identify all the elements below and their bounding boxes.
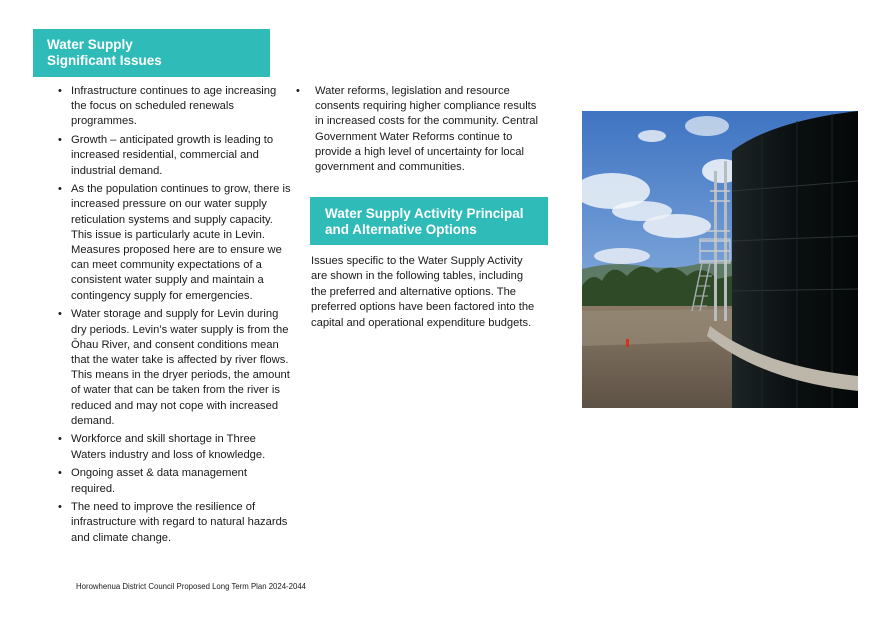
list-item: • Infrastructure continues to age increasing the focus on scheduled renewals programmes. — [71, 84, 293, 130]
list-item: • Workforce and skill shortage in Three Waters industry and loss of knowledge. — [71, 432, 293, 462]
heading-line-2: and Alternative Options — [325, 222, 477, 237]
page-footer: Horowhenua District Council Proposed Long Term Plan 2024-2044 — [76, 582, 306, 591]
list-item: • The need to improve the resilience of infrastructure with regard to natural hazards and climate change. — [71, 500, 293, 546]
heading-line-2: Significant Issues — [47, 53, 162, 68]
heading-line-1: Water Supply — [47, 37, 133, 52]
section-heading-principal-options — [310, 197, 548, 245]
water-tank-photo — [582, 111, 858, 408]
list-item: • As the population continues to grow, there is increased pressure on our water supply reticulation systems and supply capacity. This issue is particularly acute in Levin. Measures proposed here are to ensure we can meet community expectations of a consistent water supply and maintain a contingency supply for emergencies. — [71, 182, 293, 304]
list-item: • Water reforms, legislation and resource consents requiring higher compliance results in increased costs for the community. Central Government Water Reforms continue to provide a high level of uncertainty for local government and communities. — [315, 84, 545, 175]
section-heading-significant-issues — [33, 29, 270, 77]
list-item: • Water storage and supply for Levin during dry periods. Levin’s water supply is from the Ōhau River, and consent conditions mean that the water take is affected by river flows. This means in the dryer periods, the amount of water that can be taken from the river is reduced and may not cope with increased demand. — [71, 307, 293, 429]
significant-issues-list — [71, 84, 293, 549]
significant-issues-list-continued — [315, 84, 545, 175]
heading-line-1: Water Supply Activity Principal — [325, 206, 524, 221]
list-item: • Ongoing asset & data management required. — [71, 466, 293, 496]
options-paragraph: Issues specific to the Water Supply Activity are shown in the following tables, including the preferred and alternative options. The preferred options have been factored into the capital and operational expenditure budgets. — [311, 255, 535, 329]
list-item: • Growth – anticipated growth is leading to increased residential, commercial and industrial demand. — [71, 133, 293, 179]
